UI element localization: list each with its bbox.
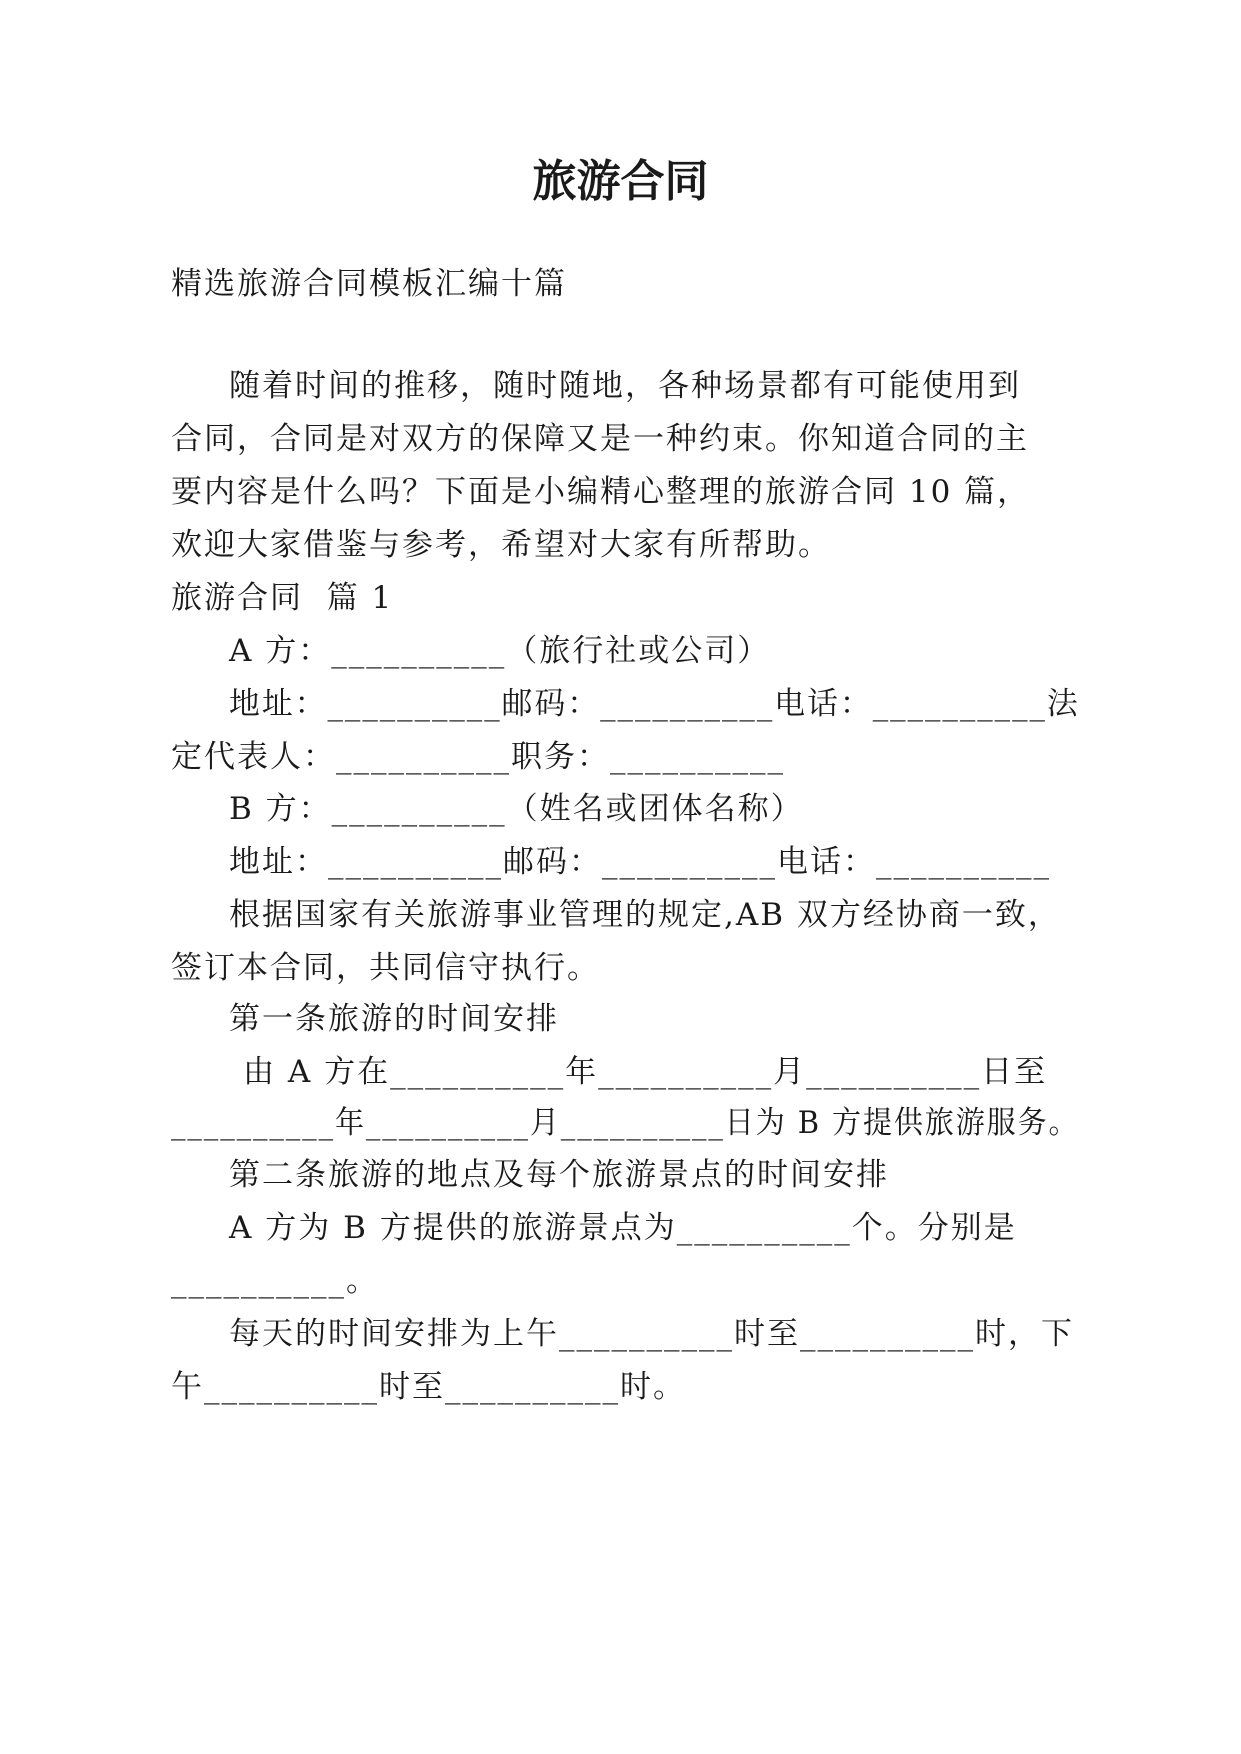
party-b-line: B 方：__________（姓名或团体名称） bbox=[229, 791, 804, 827]
intro-line-1: 随着时间的推移，随时随地，各种场景都有可能使用到 bbox=[229, 368, 1021, 404]
intro-line-2: 合同，合同是对双方的保障又是一种约束。你知道合同的主 bbox=[171, 421, 1029, 457]
subtitle: 精选旅游合同模板汇编十篇 bbox=[171, 266, 567, 302]
party-b-info-line: 地址：__________邮码：__________电话：__________ bbox=[229, 844, 1051, 880]
intro-line-4: 欢迎大家借鉴与参考，希望对大家有所帮助。 bbox=[171, 527, 831, 563]
party-a-info-line-2: 定代表人：__________职务：__________ bbox=[171, 739, 785, 775]
article-1-title: 第一条旅游的时间安排 bbox=[229, 1001, 559, 1037]
article-2-text-line-2: __________。 bbox=[171, 1263, 379, 1299]
section-heading: 旅游合同 篇 1 bbox=[171, 580, 394, 616]
party-a-line: A 方：__________（旅行社或公司） bbox=[229, 633, 771, 669]
document-title: 旅游合同 bbox=[532, 156, 709, 207]
preamble-line-2: 签订本合同，共同信守执行。 bbox=[171, 950, 600, 986]
article-2-title: 第二条旅游的地点及每个旅游景点的时间安排 bbox=[229, 1157, 889, 1193]
party-a-info-line-1: 地址：__________邮码：__________电话：__________法 bbox=[229, 686, 1080, 722]
article-1-text-line-2: __________年__________月__________日为 B 方提供旅游服务。 bbox=[171, 1105, 1080, 1141]
preamble-line-1: 根据国家有关旅游事业管理的规定,AB 双方经协商一致， bbox=[229, 897, 1061, 933]
article-2-text-line-3: 每天的时间安排为上午__________时至__________时，下 bbox=[229, 1316, 1074, 1352]
intro-line-3: 要内容是什么吗？下面是小编精心整理的旅游合同 10 篇， bbox=[171, 474, 1031, 510]
article-1-text-line-1: 由 A 方在__________年__________月__________日至 bbox=[243, 1054, 1048, 1090]
article-2-text-line-1: A 方为 B 方提供的旅游景点为__________个。分别是 bbox=[229, 1210, 1017, 1246]
article-2-text-line-4: 午__________时至__________时。 bbox=[171, 1369, 686, 1405]
